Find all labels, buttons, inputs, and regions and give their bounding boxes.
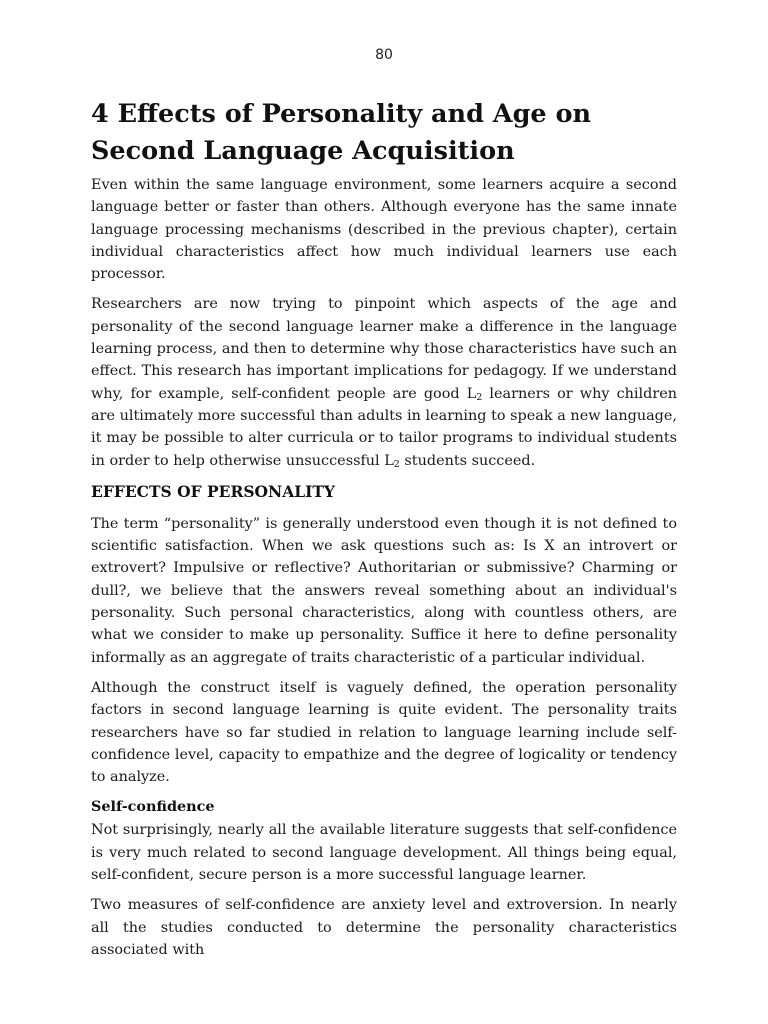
self-confidence-paragraph-2: Two measures of self-confidence are anxiety level and extroversion. In nearly all the studies conducted to determine the personality characteristics associated with [91,897,677,958]
subscript-2: 2 [476,391,483,403]
subscript-2: 2 [393,458,400,470]
page-number: 80 [375,47,393,63]
page-content [91,96,677,969]
section-heading-personality: EFFECTS OF PERSONALITY [91,481,335,501]
subsection-heading-self-confidence: Self-confidence [91,798,215,816]
personality-paragraph-1: The term “personality” is generally understood even though it is not defined to scientific satisfaction. When we ask questions such as: Is X an introvert or extrovert? Impulsive or reflective? Authoritarian or submissive? Charming or dull?, we believe that the answers reveal something about an individual's personality. Such personal characteristics, along with countless others, are what we consider to make up personality. Suffice it here to define personality informally as an aggregate of traits characteristic of a particular individual. [91,515,677,666]
intro-paragraph-2 [91,293,677,471]
personality-paragraph-2: Although the construct itself is vaguely defined, the operation personality factors in second language learning is quite evident. The personality traits researchers have so far studied in relation to language learning include self-confidence level, capacity to empathize and the degree of logicality or tendency to analyze. [91,679,677,786]
intro-paragraph-2-text-a: Researchers are now trying to pinpoint which aspects of the age and personality of the second language learner make a difference in the language learning process, and then to determine why those characteristics have such an effect. This research has important implications for pedagogy. If we understand why, for example, self-confident people are good L [91,296,677,402]
intro-paragraph-1: Even within the same language environment, some learners acquire a second language better or faster than others. Although everyone has the same innate language processing mechanisms (described in the previous chapter), certain individual characteristics affect how much individual learners use each processor. [91,177,677,283]
intro-paragraph-2-text-c: students succeed. [399,452,536,469]
self-confidence-paragraph-1: Not surprisingly, nearly all the available literature suggests that self-confidence is very much related to second language development. All things being equal, self-confident, secure person is a more successful language learner. [91,822,677,884]
chapter-title: 4 Effects of Personality and Age on Second Language Acquisition [91,99,592,166]
intro-paragraph-2-text-b: learners or why children are ultimately more successful than adults in learning to speak a new language, it may be possible to alter curricula or to tailor programs to individual students in order to help otherwise unsuccessful L [91,385,677,469]
